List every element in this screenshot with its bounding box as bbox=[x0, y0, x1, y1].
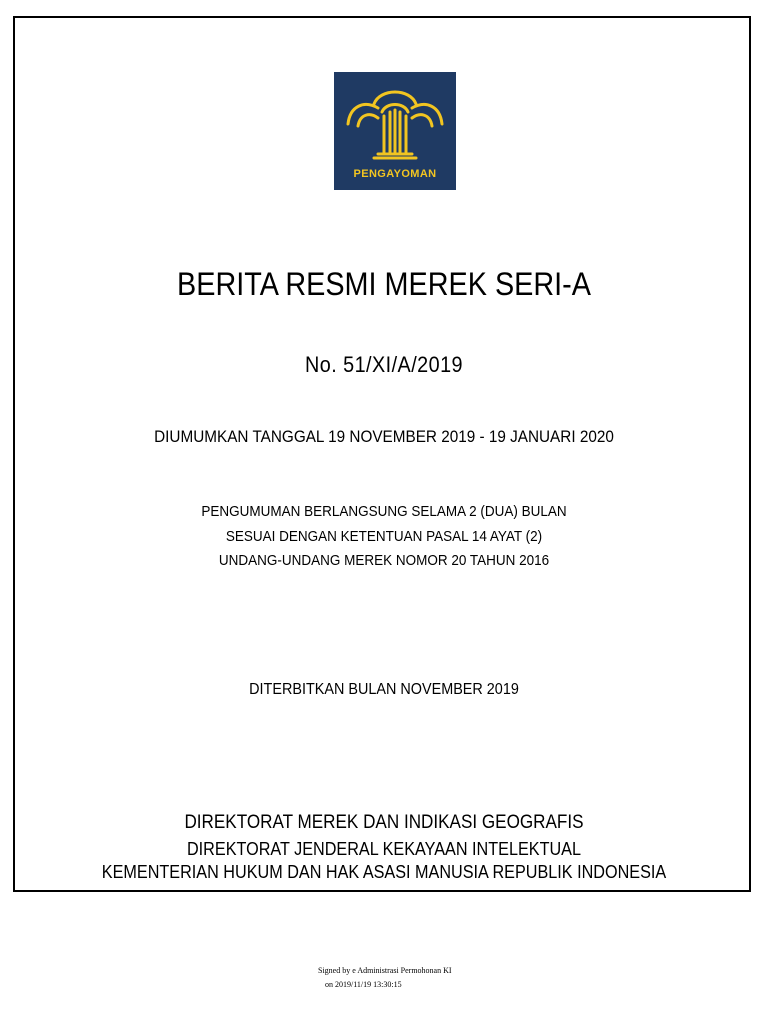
pengayoman-emblem bbox=[334, 72, 456, 190]
publication-date: DITERBITKAN BULAN NOVEMBER 2019 bbox=[249, 681, 519, 698]
announcement-legal-basis-line: SESUAI DENGAN KETENTUAN PASAL 14 AYAT (2) bbox=[225, 528, 543, 545]
announcement-duration-line: PENGUMUMAN BERLANGSUNG SELAMA 2 (DUA) BULAN bbox=[201, 503, 567, 520]
document-number: No. 51/XI/A/2019 bbox=[304, 352, 464, 377]
announcement-law-line: UNDANG-UNDANG MEREK NOMOR 20 TAHUN 2016 bbox=[218, 552, 550, 569]
emblem-label: PENGAYOMAN bbox=[353, 168, 437, 180]
digital-signature-line: Signed by e Administrasi Permohonan KI bbox=[318, 966, 452, 975]
issuer-ministry: KEMENTERIAN HUKUM DAN HAK ASASI MANUSIA REPUBLIK INDONESIA bbox=[101, 862, 667, 882]
issuer-directorate: DIREKTORAT MEREK DAN INDIKASI GEOGRAFIS bbox=[184, 812, 584, 833]
digital-signature-timestamp: on 2019/11/19 13:30:15 bbox=[325, 980, 402, 989]
announcement-dates: DIUMUMKAN TANGGAL 19 NOVEMBER 2019 - 19 JANUARI 2020 bbox=[154, 427, 614, 446]
issuer-directorate-general: DIREKTORAT JENDERAL KEKAYAAN INTELEKTUAL bbox=[186, 839, 582, 859]
document-title: BERITA RESMI MEREK SERI-A bbox=[177, 266, 591, 302]
